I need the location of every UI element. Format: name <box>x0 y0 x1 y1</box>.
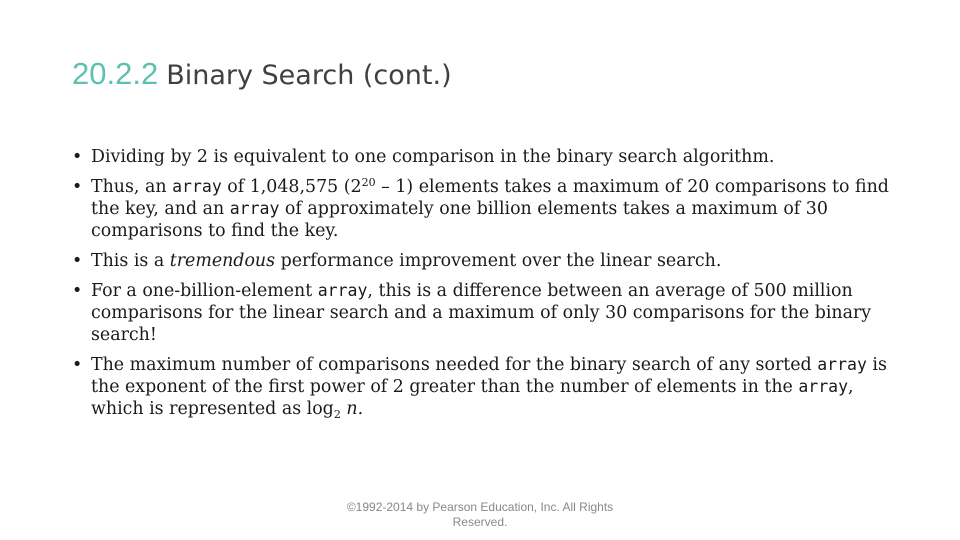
exponent: 20 <box>361 176 376 189</box>
bullet-dot: • <box>72 281 83 301</box>
code-term: array <box>317 281 368 300</box>
bullet-dot: • <box>72 355 83 375</box>
footer-line: Reserved. <box>452 515 508 529</box>
slide-content <box>72 146 892 428</box>
section-number: 20.2.2 <box>72 56 159 91</box>
bullet-item <box>72 280 892 346</box>
bullet-text: – 1) elements takes a maximum of 20 comparisons to find the key, and an <box>91 177 889 219</box>
code-term: array <box>798 377 849 396</box>
title-text: Binary Search (cont.) <box>166 60 452 91</box>
bullet-item <box>72 176 892 242</box>
bullet-text: of approximately one billion elements takes a maximum of 30 comparisons to find the key. <box>91 199 828 241</box>
code-term: array <box>817 355 867 374</box>
bullet-text: , this is a difference between an average of 500 million comparisons for the linear search and a maximum of only 30 comparisons for the binary search! <box>91 281 872 345</box>
copyright-footer <box>0 500 960 530</box>
bullet-item <box>72 354 892 420</box>
bullet-text: The maximum number of comparisons needed for the binary search of any sorted <box>91 355 818 375</box>
bullet-dot: • <box>72 147 83 167</box>
code-term: array <box>229 199 280 218</box>
code-term: array <box>172 177 222 196</box>
bullet-text: Thus, an <box>91 177 173 197</box>
slide-title <box>72 56 452 92</box>
bullet-text: performance improvement over the linear search. <box>275 251 722 271</box>
bullet-list <box>72 146 892 420</box>
footer-line: ©1992-2014 by Pearson Education, Inc. All Rights <box>346 500 614 514</box>
bullet-text: This is a <box>91 251 170 271</box>
bullet-dot: • <box>72 251 83 271</box>
emphasis-text: n <box>346 399 358 419</box>
subscript: 2 <box>333 408 341 421</box>
bullet-text: of 1,048,575 (2 <box>221 177 362 197</box>
emphasis-text: tremendous <box>169 251 276 271</box>
bullet-text: is the exponent of the first power of 2 greater than the number of elements in the <box>91 355 887 397</box>
bullet-item <box>72 250 892 272</box>
bullet-text: , which is represented as log <box>91 377 854 419</box>
bullet-dot: • <box>72 177 83 197</box>
bullet-text: For a one-billion-element <box>91 281 318 301</box>
bullet-text: Dividing by 2 is equivalent to one comparison in the binary search algorithm. <box>91 147 775 167</box>
bullet-text: . <box>357 399 364 419</box>
bullet-item <box>72 146 892 168</box>
